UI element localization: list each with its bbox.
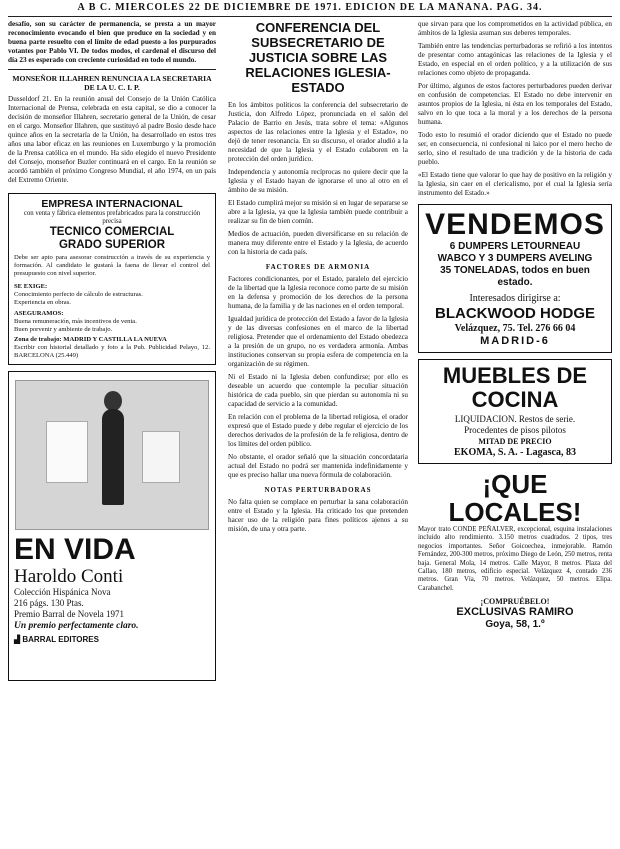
book-award: Premio Barral de Novela 1971 bbox=[14, 609, 124, 619]
subheading: NOTAS PERTURBADORAS bbox=[264, 486, 372, 494]
locales-title: ¡QUE LOCALES! bbox=[448, 469, 582, 527]
muebles-line: Procedentes de pisos pilotos bbox=[464, 425, 566, 435]
photo-background-panel bbox=[142, 431, 180, 483]
book-pages-price: 216 págs. 130 Ptas. bbox=[14, 598, 84, 608]
news-body: Dusseldorf 21. En la reunión anual del Consejo de la Unión Católica Internacional de Prensa, celebrada en esta capital, se dio a conocer la decisión de monseñor Illahren, secretario general de la Unión, de cesar en el cargo. Monseñor Illahren, que sustituyó al padre Bosio desde hace quince años en la secretaría de la Unión, ha desarrollado en estos tres años una labor eficaz en las reuniones en Luxemburgo y la promoción de la Prensa católica en el mundo. Ha sido elegido el nuevo Presidente del Consejo, monseñor Buzler continuará en el cargo. En la reunión se acordó también el próximo Congreso Mundial, el año 1974, en un país del Extremo Oriente. bbox=[8, 95, 216, 184]
author-photo bbox=[15, 380, 209, 530]
article-paragraph: Todo esto lo resumió el orador diciendo que el Estado no puede ser, en consecuencia, ni confesional ni laico por el mero hecho de serlo, sino el resultado de una tradición y de la historia de cada pueblo. bbox=[418, 131, 612, 166]
intro-paragraph: desafío, son su carácter de permanencia, se presta a un mayor reconocimiento evocando el bien que produce en la sociedad y en buena parte resuelto con el límite de edad puesto a los purpurados votantes por Pablo VI. De todos modos, el cardenal el discurso del día 23 es esperado con creciente curiosidad en todo el mundo. bbox=[8, 20, 216, 64]
job-ad-req-label: SE EXIGE: bbox=[14, 283, 48, 290]
job-ad-req-1: Conocimiento perfecto de cálculo de estructuras. bbox=[14, 291, 143, 298]
job-ad-grade: GRADO SUPERIOR bbox=[58, 239, 166, 251]
article-paragraph: Ni el Estado ni la Iglesia deben confundirse; por ello es deseable un acuerdo que contemple la peculiar situación histórica de cada pueblo, sin que pierdan su autonomía ni su capacidad de servicio a la comunidad. bbox=[228, 373, 408, 408]
job-ad-req-2: Experiencia en obras. bbox=[14, 299, 71, 306]
muebles-title: MUEBLES DE bbox=[442, 363, 588, 388]
locales-ad bbox=[418, 470, 612, 631]
muebles-ad bbox=[418, 359, 612, 464]
job-ad-role: TECNICO COMERCIAL bbox=[49, 226, 175, 238]
job-ad-body: Debe ser apto para asesorar construcción a través de su experiencia y formación. Al candidato le gustará la faena de llevar el control del presupuesto con nivel superior. bbox=[14, 254, 210, 277]
book-author: Haroldo Conti bbox=[14, 566, 124, 587]
article-paragraph: El Estado cumplirá mejor su misión si en lugar de separarse se abre a la Iglesia, ya que la Iglesia también puede contribuir a realizar su fin de bien común. bbox=[228, 199, 408, 225]
column-left bbox=[8, 20, 216, 687]
article-paragraph: Factores condicionantes, por el Estado, paralelo del ejercicio de la libertad que la Iglesia reconoce como parte de su misión en la defensa y promoción de los derechos de la persona humana, de la familia y de las naciones en el orden temporal. bbox=[228, 275, 408, 310]
subheading: FACTORES DE ARMONIA bbox=[265, 263, 371, 271]
publisher-name: BARRAL EDITORES bbox=[22, 635, 99, 644]
article-paragraph: Independencia y autonomía recíprocas no quiere decir que la Iglesia y el Estado hayan de ignorarse el uno al otro en el ámbito de su misión. bbox=[228, 168, 408, 194]
muebles-price: MITAD DE PRECIO bbox=[478, 437, 552, 446]
vendemos-company: BLACKWOOD HODGE bbox=[435, 305, 595, 322]
vendemos-line: WABCO Y 3 DUMPERS AVELING bbox=[437, 253, 593, 264]
book-collection: Colección Hispánica Nova bbox=[14, 587, 111, 597]
muebles-address: EKOMA, S. A. - Lagasca, 83 bbox=[454, 447, 576, 458]
job-ad-offer-1: Buena remuneración, más incentivos de venta. bbox=[14, 318, 137, 325]
book-slogan: Un premio perfectamente claro. bbox=[14, 621, 139, 631]
author-figure bbox=[102, 409, 124, 505]
column-right bbox=[418, 20, 612, 631]
vendemos-city: MADRID-6 bbox=[480, 335, 550, 347]
article-paragraph: En los ámbitos políticos la conferencia del subsecretario de Justicia, don Alfredo López, pronunciada en el salón del Palacio de Barrio en Jesús, trata sobre el tema: «Algunos aspectos de las relaciones entre la Iglesia y el Estado», no dejó de tener resonancia. En su discurso, el orador aludió a la necesidad de que la Iglesia y el Estado colaboren en la protección del orden jurídico. bbox=[228, 101, 408, 163]
job-ad-lead: con venta y fábrica elementos prefabricados para la construcción precisa bbox=[23, 210, 201, 225]
vendemos-line: 6 DUMPERS LETOURNEAU bbox=[449, 241, 581, 252]
muebles-title: COCINA bbox=[471, 387, 559, 412]
locales-address: Goya, 58, 1.º bbox=[485, 619, 545, 631]
vendemos-ad bbox=[418, 204, 612, 353]
divider bbox=[8, 69, 216, 70]
article-headline: CONFERENCIA DEL SUBSECRETARIO DE JUSTICIA SOBRE LAS RELACIONES IGLESIA-ESTADO bbox=[245, 20, 391, 95]
article-paragraph: No obstante, el orador señaló que la situación concordataria actual del Estado no podrá ser mantenida indefinidamente y que es preciso hallar una nueva fórmula de colaboración. bbox=[228, 453, 408, 479]
article-paragraph: Medios de actuación, pueden diversificarse en su relación de manera muy diferente entre el Estado y la Iglesia, de acuerdo con la historia de cada país. bbox=[228, 230, 408, 256]
job-ad-contact: Escribir con historial detallado y foto a la Pub. Publicidad Pelayo, 12. BARCELONA (25.449) bbox=[14, 344, 210, 359]
muebles-line: LIQUIDACION. Restos de serie. bbox=[454, 414, 576, 424]
vendemos-contact-label: Interesados dirigirse a: bbox=[469, 293, 561, 304]
locales-agency: EXCLUSIVAS RAMIRO bbox=[456, 606, 574, 619]
article-paragraph: «El Estado tiene que valorar lo que hay de positivo en la religión y la Iglesia, sin caer en el clericalismo, por el cual la Iglesia sería instrumento del Estado.» bbox=[418, 171, 612, 197]
article-paragraph: que sirvan para que los comprometidos en la actividad pública, en ámbitos de la Iglesia asuman sus deberes temporales. bbox=[418, 20, 612, 37]
job-ad-offer-label: ASEGURAMOS: bbox=[14, 310, 64, 317]
vendemos-address: Velázquez, 75. Tel. 276 66 04 bbox=[454, 323, 576, 334]
book-ad bbox=[8, 371, 216, 681]
job-ad-company: EMPRESA INTERNACIONAL bbox=[41, 198, 183, 210]
locales-body: Mayor trato CONDE PEÑALVER, excepcional, esquina instalaciones incluido alto rendimiento. 3.150 metros cuadrados. 2 tipos, tres negocios importantes. Señor Goicoechea, inmejorable. Ramón Fernández, 200-300 metros, próximo Diego de León, 250 metros, renta baja. General Mola, 14 metros. Calle Mayor, 8 metros. Plaza del Callao, 180 metros, edificio especial. Velázquez 4, contado 236 metros. Gran Vía, 70 metros. Velázquez, 50 metros. Elipa. Carabanchel. bbox=[418, 526, 612, 592]
locales-cta: ¡COMPRUÉBELO! bbox=[480, 597, 550, 607]
author-figure-head bbox=[104, 391, 122, 411]
news-headline: MONSEÑOR ILLAHREN RENUNCIA A LA SECRETARIA DE LA U. C. I. P. bbox=[12, 74, 212, 92]
photo-background-panel bbox=[46, 421, 88, 483]
publisher-logo: ▟ BARRAL EDITORES bbox=[14, 635, 99, 644]
vendemos-title: VENDEMOS bbox=[425, 208, 605, 241]
article-paragraph: Por último, algunos de estos factores perturbadores pueden derivar en confusión de competencias. El Estado no debe intervenir en asuntos propios de la Iglesia, ni ésta en los temporales del Estado, salvo en lo que toca a la moral y a los derechos de la persona humana. bbox=[418, 82, 612, 126]
page-header: A B C. MIERCOLES 22 DE DICIEMBRE DE 1971. EDICION DE LA MAÑANA. PAG. 34. bbox=[8, 2, 612, 17]
job-ad-offer-2: Buen porvenir y ambiente de trabajo. bbox=[14, 326, 113, 333]
article-paragraph: También entre las tendencias perturbadoras se refirió a los intentos de presentar como antagónicas las relaciones de la Iglesia y el Estado, en especial en el orden político, y a la utilización de sus relaciones como objeto de propaganda. bbox=[418, 42, 612, 77]
job-ad bbox=[8, 193, 216, 365]
article-paragraph: Igualdad jurídica de protección del Estado a favor de la Iglesia y de las diversas confesiones en el marco de la libertad religiosa. Pretender que el ordenamiento del Estado obedezca a la presión de un grupo, no es verdadera armonía. Ambas instituciones conservan su propia esfera de competencia en la organización de su régimen. bbox=[228, 315, 408, 368]
article-paragraph: No falta quien se complace en perturbar la sana colaboración entre el Estado y la Iglesia. Ha criticado los que pretenden hacer uso de la religión para fines políticos ajenos a su misión, de una y otra parte. bbox=[228, 498, 408, 533]
book-title: EN VIDA bbox=[14, 533, 136, 566]
job-ad-zone: Zona de trabajo: MADRID Y CASTILLA LA NUEVA bbox=[14, 336, 167, 343]
column-middle bbox=[228, 20, 408, 538]
vendemos-line: 35 TONELADAS, todos en buen estado. bbox=[440, 265, 590, 288]
article-paragraph: En relación con el problema de la libertad religiosa, el orador expresó que el Estado puede y debe regular el ejercicio de los derechos derivados de la profesión de la fe religiosa, dentro de los límites del orden público. bbox=[228, 413, 408, 448]
